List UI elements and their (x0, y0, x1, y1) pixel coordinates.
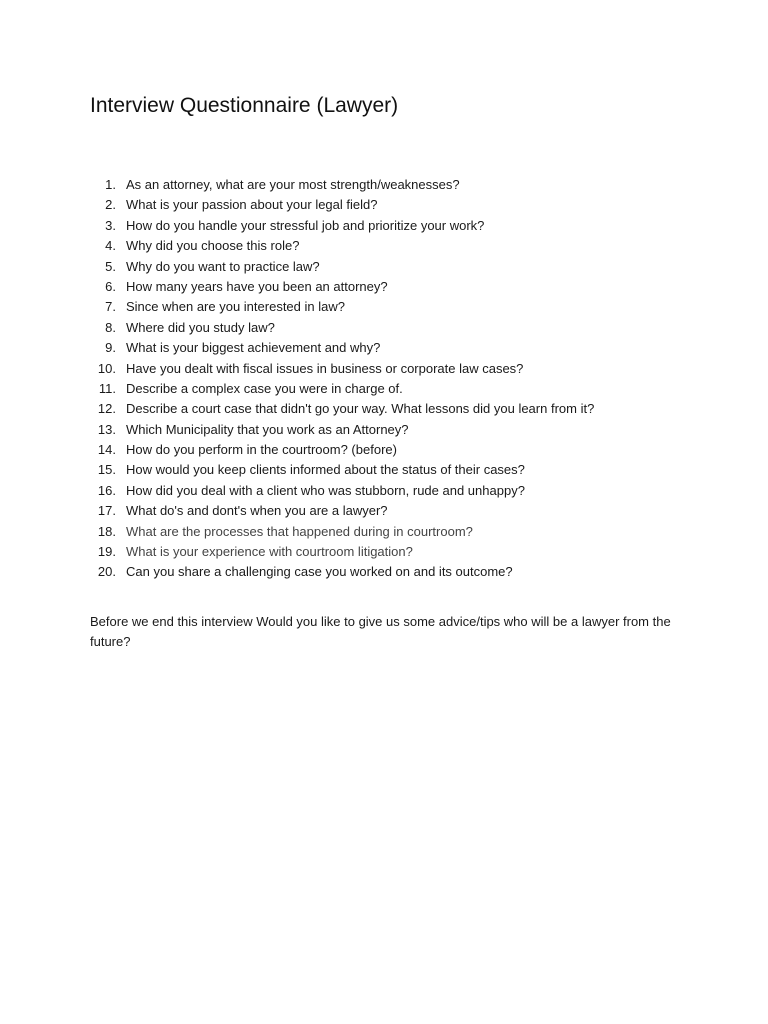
question-item (90, 481, 730, 501)
question-item (90, 420, 730, 440)
question-number: 12. (97, 401, 116, 417)
question-text: What are the processes that happened during in courtroom? (126, 523, 473, 539)
question-item (90, 522, 730, 542)
question-number: 16. (97, 482, 116, 498)
question-item (90, 318, 730, 338)
question-text: What is your biggest achievement and why? (126, 340, 381, 356)
question-list (90, 175, 730, 583)
question-number: 1. (105, 177, 116, 192)
question-text: How would you keep clients informed about the status of their cases? (126, 462, 525, 478)
question-number: 4. (105, 238, 116, 254)
question-text: Have you dealt with fiscal issues in business or corporate law cases? (126, 360, 524, 376)
question-number: 9. (105, 340, 116, 356)
question-number: 8. (105, 319, 116, 335)
question-number: 15. (97, 462, 116, 478)
question-text: Why did you choose this role? (126, 238, 300, 254)
question-text: Since when are you interested in law? (126, 299, 345, 315)
question-text: How many years have you been an attorney? (126, 278, 388, 294)
question-item (90, 359, 730, 379)
question-text: How do you handle your stressful job and prioritize your work? (126, 217, 485, 233)
question-item (90, 562, 730, 582)
question-text: What do's and dont's when you are a lawyer? (126, 503, 388, 519)
question-item (90, 216, 730, 236)
document-title: Interview Questionnaire (Lawyer) (90, 94, 399, 117)
question-text: Describe a complex case you were in charge of. (126, 380, 403, 396)
question-item (90, 338, 730, 358)
question-number: 19. (97, 544, 116, 560)
question-item (90, 460, 730, 480)
question-item (90, 257, 730, 277)
question-number: 14. (97, 442, 116, 458)
question-number: 2. (105, 197, 116, 213)
question-number: 5. (105, 258, 116, 274)
question-number: 17. (97, 503, 116, 519)
question-text: How did you deal with a client who was stubborn, rude and unhappy? (126, 482, 525, 498)
question-number: 13. (97, 421, 116, 437)
question-number: 18. (97, 523, 116, 539)
question-text: Which Municipality that you work as an Attorney? (126, 421, 409, 437)
question-number: 6. (105, 278, 116, 294)
question-item (90, 175, 730, 195)
question-item (90, 236, 730, 256)
question-item (90, 440, 730, 460)
question-number: 11. (98, 380, 116, 396)
question-text: Can you share a challenging case you worked on and its outcome? (126, 564, 513, 580)
question-item (90, 542, 730, 562)
question-text: Where did you study law? (126, 319, 275, 335)
question-text: As an attorney, what are your most strength/weaknesses? (126, 177, 460, 192)
question-text: Why do you want to practice law? (126, 258, 320, 274)
question-number: 3. (105, 217, 116, 233)
question-item (90, 277, 730, 297)
question-number: 20. (97, 564, 116, 580)
question-text: How do you perform in the courtroom? (before) (126, 442, 397, 458)
question-text: What is your passion about your legal field? (126, 197, 378, 213)
closing-paragraph: Before we end this interview Would you like to give us some advice/tips who will be a lawyer from the future? (90, 614, 671, 649)
question-number: 10. (97, 360, 116, 376)
question-item (90, 399, 730, 419)
question-item (90, 297, 730, 317)
question-text: What is your experience with courtroom litigation? (126, 544, 413, 560)
question-item (90, 379, 730, 399)
question-item (90, 195, 730, 215)
question-item (90, 501, 730, 521)
question-text: Describe a court case that didn't go your way. What lessons did you learn from it? (126, 401, 595, 417)
question-number: 7. (105, 299, 116, 315)
